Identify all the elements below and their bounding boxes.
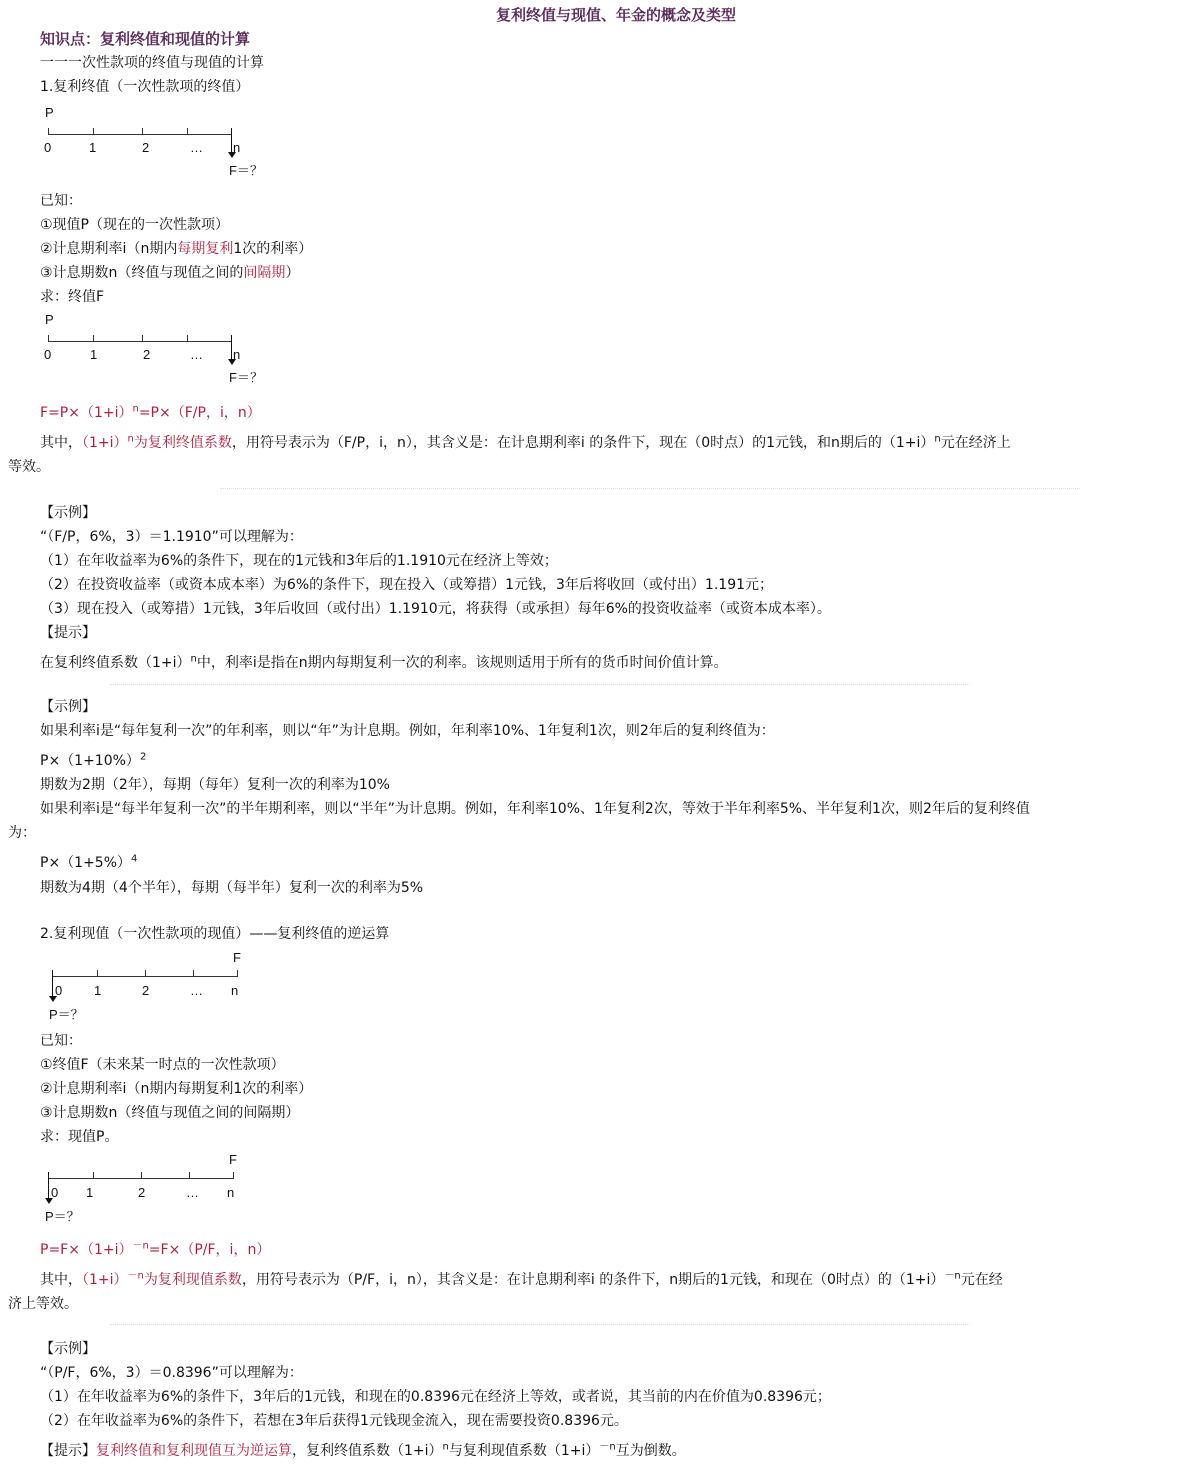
fv-heading: 1.复利终值（一次性款项的终值） — [40, 79, 250, 95]
timeline-result: F＝？ — [229, 163, 263, 178]
tick-label: n — [227, 1185, 235, 1200]
timeline-arrow — [231, 335, 232, 359]
tick-label: … — [190, 347, 203, 362]
example-line: 如果利率i是“每半年复利一次”的半年期利率，则以“半年”为计息期。例如，年利率10%、1年复利2次，等效于半年利率5%、半年复利1次，则2年后的复利终值 — [40, 801, 1030, 817]
example-tag: 【示例】 — [40, 699, 96, 715]
example-line: 期数为4期（4个半年），每期（每半年）复利一次的利率为5% — [40, 880, 424, 896]
divider — [110, 1324, 970, 1327]
fv-formula: $F=P\times(1+i)^n=P\times(F/P$，i，n） — [40, 403, 261, 421]
example-item: （2）在投资收益率（或资本成本率）为6%的条件下，现在投入（或筹措）1元钱，3年后将收回（或付出）1.191元； — [40, 577, 774, 593]
tick-label: 1 — [86, 1185, 94, 1200]
tick-label: 0 — [44, 347, 52, 362]
pv-heading: 2.复利现值（一次性款项的现值）——复利终值的逆运算 — [40, 926, 390, 942]
timeline-tick — [145, 970, 146, 976]
example-line-cont: 为： — [8, 825, 36, 841]
timeline-tick — [48, 128, 49, 134]
example-tag: 【示例】 — [40, 505, 96, 521]
timeline-tick — [193, 970, 194, 976]
tick-label: 1 — [90, 347, 98, 362]
tick-label: n — [231, 983, 239, 998]
example-item: （1）在年收益率为6%的条件下，3年后的1元钱，和现在的0.8396元在经济上等效，或者说，其当前的内在价值为0.8396元； — [40, 1389, 831, 1405]
timeline-tick — [142, 335, 143, 341]
example-formula: $P\times(1+10\%)^2$ — [40, 751, 147, 769]
timeline-axis — [48, 341, 232, 342]
pv-item-1: ①终值F（未来某一时点的一次性款项） — [40, 1057, 285, 1073]
timeline-axis — [48, 1178, 234, 1179]
timeline-result: F＝？ — [229, 370, 263, 385]
timeline-result: P＝？ — [49, 1007, 84, 1022]
tick-label: … — [190, 140, 203, 155]
tick-label: n — [233, 140, 241, 155]
timeline-tick — [187, 335, 188, 341]
timeline-arrow — [52, 970, 53, 996]
pv-timeline-1 — [40, 948, 280, 1028]
timeline-tick — [189, 1172, 190, 1178]
pv-formula: $P=F\times(1+i)^{-n}=F\times(P/F$，i，n） — [40, 1240, 271, 1258]
pv-timeline-2 — [36, 1150, 276, 1230]
timeline-tick — [141, 1172, 142, 1178]
page-title: 复利终值与现值、年金的概念及类型 — [496, 6, 737, 24]
tick-label: 0 — [55, 983, 63, 998]
tick-label: 1 — [89, 140, 97, 155]
divider — [220, 488, 1080, 491]
timeline-axis — [52, 976, 238, 977]
tick-label: … — [190, 983, 203, 998]
tick-label: 2 — [142, 983, 150, 998]
pv-description: 其中，$(1+i)^{-n}$为复利现值系数，用符号表示为（P/F，i，n），其含义是：在计息期利率i 的条件下，n期后的1元钱，和现在（0时点）的$(1+i)^{-n}$元在经 — [40, 1270, 1003, 1288]
fv-timeline-2 — [40, 307, 280, 387]
timeline-arrow — [231, 128, 232, 152]
example-item: （3）现在投入（或筹措）1元钱，3年后收回（或付出）1.1910元，将获得（或承担）每年6%的投资收益率（或资本成本率）。 — [40, 601, 831, 617]
pv-description-cont: 济上等效。 — [8, 1296, 78, 1312]
example-intro: “（F/P，6%，3）＝1.1910”可以理解为： — [40, 529, 303, 545]
fv-description-cont: 等效。 — [8, 459, 50, 475]
timeline-axis — [48, 134, 232, 135]
fv-ask: 求：终值F — [40, 289, 105, 305]
timeline-result: P＝？ — [45, 1209, 80, 1224]
pv-tip: 【提示】复利终值和复利现值互为逆运算，复利终值系数$(1+i)^n$与复利现值系数$(1+i)^{-n}$互为倒数。 — [40, 1441, 686, 1459]
timeline-top-label: P — [45, 312, 54, 327]
tip-text: 在复利终值系数$(1+i)^n$中，利率i是指在n期内每期复利一次的利率。该规则适用于所有的货币时间价值计算。 — [40, 653, 728, 671]
section-heading: 一一一次性款项的终值与现值的计算 — [40, 55, 264, 71]
tick-label: 2 — [143, 347, 151, 362]
tick-label: 1 — [94, 983, 102, 998]
tick-label: 2 — [142, 140, 150, 155]
pv-item-2: ②计息期利率i（n期内每期复利1次的利率） — [40, 1081, 313, 1097]
fv-known: 已知： — [40, 193, 82, 209]
timeline-tick — [93, 1172, 94, 1178]
pv-ask: 求：现值P。 — [40, 1129, 119, 1145]
tick-label: 0 — [44, 140, 52, 155]
fv-description: 其中，$(1+i)^n$为复利终值系数，用符号表示为（F/P，i，n），其含义是：在计息期利率i 的条件下，现在（0时点）的1元钱，和n期后的$(1+i)^n$元在经济上 — [40, 433, 1011, 451]
pv-known: 已知： — [40, 1033, 82, 1049]
timeline-tick — [237, 970, 238, 976]
timeline-tick — [48, 335, 49, 341]
timeline-tick — [97, 970, 98, 976]
tick-label: … — [186, 1185, 199, 1200]
pv-item-3: ③计息期数n（终值与现值之间的间隔期） — [40, 1105, 300, 1121]
tick-label: 2 — [138, 1185, 146, 1200]
timeline-top-label: P — [45, 105, 54, 120]
fv-item-3: ③计息期数n（终值与现值之间的间隔期） — [40, 265, 300, 281]
knowledge-point-heading: 知识点：复利终值和现值的计算 — [40, 30, 251, 48]
timeline-top-label: F — [229, 1152, 237, 1167]
example-intro: “（P/F，6%，3）＝0.8396”可以理解为： — [40, 1365, 303, 1381]
timeline-tick — [187, 128, 188, 134]
timeline-tick — [93, 335, 94, 341]
example-line: 期数为2期（2年），每期（每年）复利一次的利率为10% — [40, 777, 390, 793]
fv-item-2: ②计息期利率i（n期内每期复利1次的利率） — [40, 241, 313, 257]
timeline-tick — [233, 1172, 234, 1178]
example-tag: 【示例】 — [40, 1341, 96, 1357]
divider — [110, 684, 970, 687]
timeline-tick — [142, 128, 143, 134]
timeline-arrow — [48, 1172, 49, 1198]
fv-item-1: ①现值P（现在的一次性款项） — [40, 217, 229, 233]
example-formula: $P\times(1+5\%)^4$ — [40, 853, 138, 871]
tip-tag: 【提示】 — [40, 625, 96, 641]
example-line: 如果利率i是“每年复利一次”的年利率，则以“年”为计息期。例如，年利率10%、1年复利1次，则2年后的复利终值为： — [40, 723, 775, 739]
example-item: （1）在年收益率为6%的条件下，现在的1元钱和3年后的1.1910元在经济上等效； — [40, 553, 558, 569]
fv-timeline-1 — [40, 100, 280, 180]
tick-label: n — [233, 347, 241, 362]
timeline-top-label: F — [233, 950, 241, 965]
example-item: （2）在年收益率为6%的条件下，若想在3年后获得1元钱现金流入，现在需要投资0.8396元。 — [40, 1413, 628, 1429]
timeline-tick — [93, 128, 94, 134]
tick-label: 0 — [51, 1185, 59, 1200]
